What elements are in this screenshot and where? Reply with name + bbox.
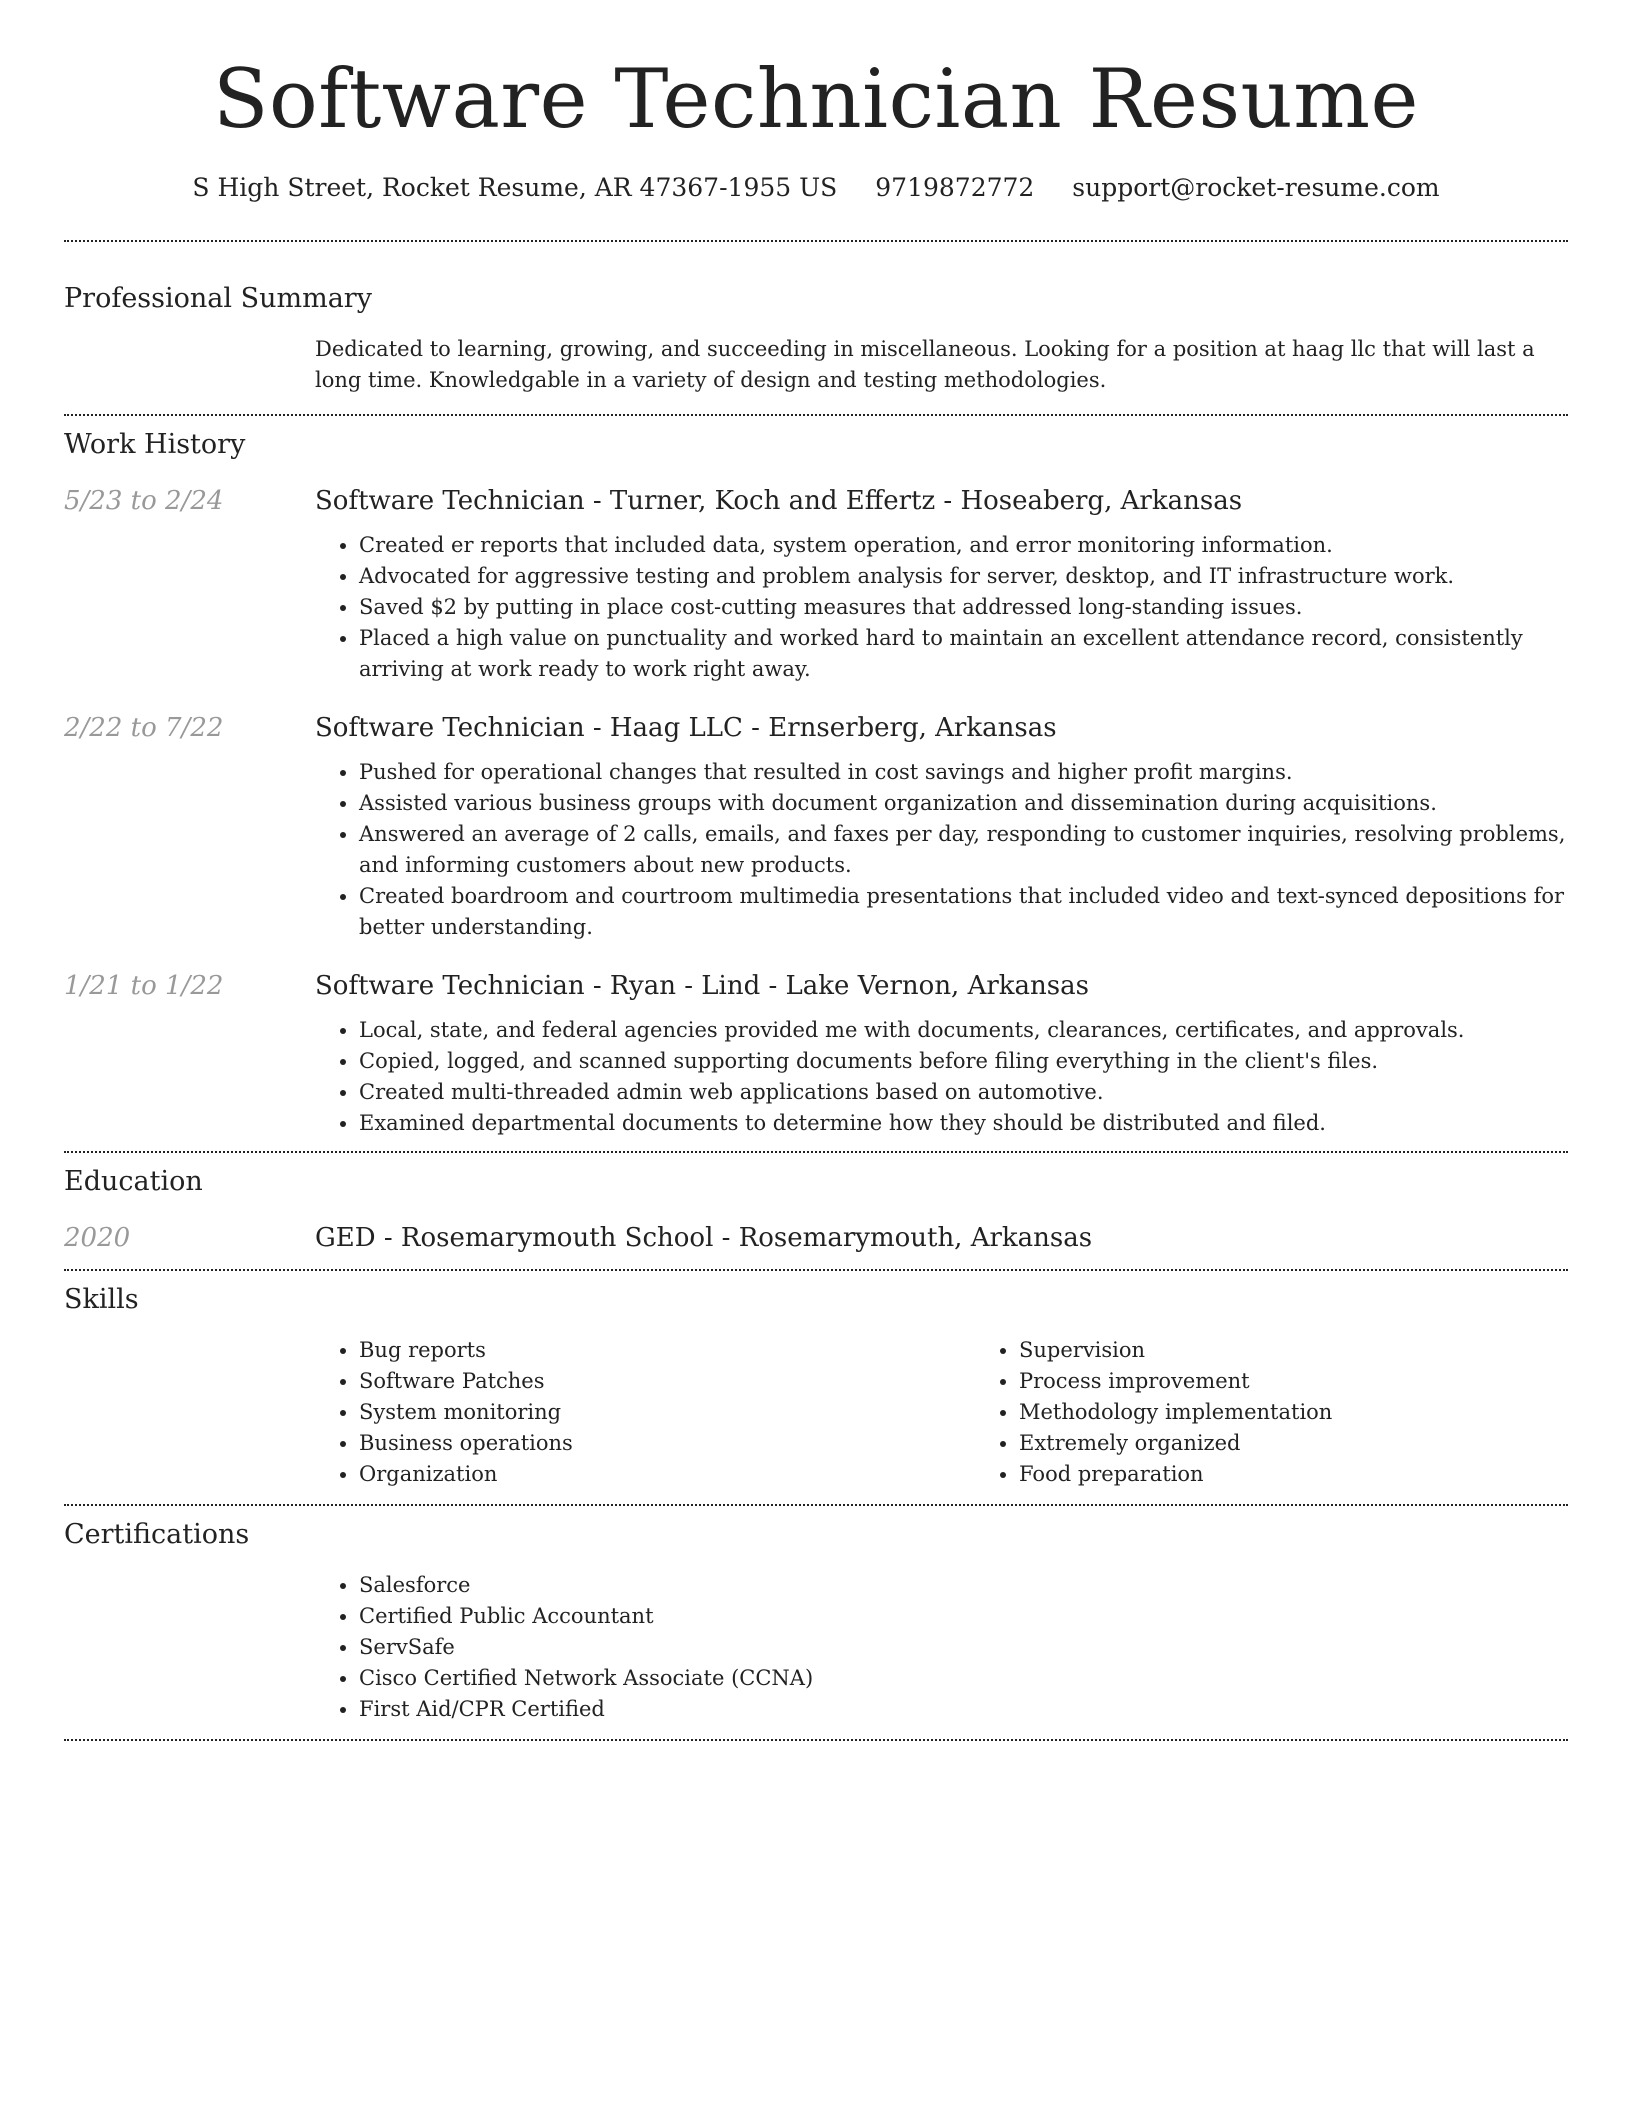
section-divider	[64, 1739, 1568, 1741]
section-divider	[64, 240, 1568, 242]
section-divider	[64, 414, 1568, 416]
list-item: • Cisco Certified Network Associate (CCNA)	[359, 1663, 1568, 1694]
job-entry	[64, 969, 1568, 1139]
skills-list-left	[315, 1335, 975, 1490]
list-item: • Software Patches	[359, 1366, 975, 1397]
list-item: • Food preparation	[1019, 1459, 1632, 1490]
list-item: • Certified Public Accountant	[359, 1601, 1568, 1632]
list-item: • Extremely organized	[1019, 1428, 1632, 1459]
work-history-heading: Work History	[64, 429, 246, 460]
contact-address: S High Street, Rocket Resume, AR 47367-1955 US	[192, 173, 838, 202]
list-item: • Local, state, and federal agencies provided me with documents, clearances, certificates, and approvals.	[359, 1015, 1568, 1046]
contact-phone: 9719872772	[875, 173, 1035, 202]
summary-heading: Professional Summary	[64, 283, 372, 314]
list-item: • Answered an average of 2 calls, emails, and faxes per day, responding to customer inquiries, resolving problems, and informing customers about new products.	[359, 819, 1568, 881]
list-item: • Business operations	[359, 1428, 975, 1459]
list-item: • System monitoring	[359, 1397, 975, 1428]
list-item: • ServSafe	[359, 1632, 1568, 1663]
list-item: • First Aid/CPR Certified	[359, 1694, 1568, 1725]
summary-text: Dedicated to learning, growing, and succeeding in miscellaneous. Looking for a position at haag llc that will last a long time. Knowledgable in a variety of design and testing methodologies.	[315, 337, 1535, 392]
education-entry	[64, 1221, 1568, 1255]
list-item: • Created er reports that included data, system operation, and error monitoring information.	[359, 530, 1568, 561]
list-item: • Supervision	[1019, 1335, 1632, 1366]
job-dates: 2/22 to 7/22	[64, 713, 224, 743]
certifications-row	[64, 1570, 1568, 1725]
section-divider	[64, 1151, 1568, 1153]
section-divider	[64, 1269, 1568, 1271]
skills-row	[64, 1335, 1568, 1490]
job-bullets	[315, 530, 1568, 685]
list-item: • Placed a high value on punctuality and worked hard to maintain an excellent attendance record, consistently arriving at work ready to work right away.	[359, 623, 1568, 685]
list-item: • Saved $2 by putting in place cost-cutting measures that addressed long-standing issues.	[359, 592, 1568, 623]
list-item: • Examined departmental documents to determine how they should be distributed and filed.	[359, 1108, 1568, 1139]
job-bullets	[315, 1015, 1568, 1139]
job-title: Software Technician - Ryan - Lind - Lake Vernon, Arkansas	[315, 971, 1089, 1001]
certifications-list	[315, 1570, 1568, 1725]
contact-line	[64, 172, 1568, 204]
certifications-heading: Certifications	[64, 1519, 250, 1550]
job-dates: 1/21 to 1/22	[64, 971, 224, 1001]
skills-heading: Skills	[64, 1284, 139, 1315]
job-dates: 5/23 to 2/24	[64, 486, 224, 516]
list-item: • Assisted various business groups with document organization and dissemination during acquisitions.	[359, 788, 1568, 819]
contact-email: support@rocket-resume.com	[1072, 173, 1440, 202]
list-item: • Created boardroom and courtroom multimedia presentations that included video and text-synced depositions for better understanding.	[359, 881, 1568, 943]
list-item: • Organization	[359, 1459, 975, 1490]
education-date: 2020	[64, 1223, 131, 1253]
section-divider	[64, 1504, 1568, 1506]
list-item: • Process improvement	[1019, 1366, 1632, 1397]
list-item: • Advocated for aggressive testing and problem analysis for server, desktop, and IT infrastructure work.	[359, 561, 1568, 592]
education-heading: Education	[64, 1166, 203, 1197]
list-item: • Bug reports	[359, 1335, 975, 1366]
list-item: • Created multi-threaded admin web applications based on automotive.	[359, 1077, 1568, 1108]
list-item: • Copied, logged, and scanned supporting documents before filing everything in the client's files.	[359, 1046, 1568, 1077]
job-bullets	[315, 757, 1568, 943]
resume-title: Software Technician Resume	[213, 53, 1419, 147]
education-degree: GED - Rosemarymouth School - Rosemarymouth, Arkansas	[315, 1223, 1093, 1253]
list-item: • Methodology implementation	[1019, 1397, 1632, 1428]
skills-list-right	[975, 1335, 1632, 1490]
list-item: • Pushed for operational changes that resulted in cost savings and higher profit margins.	[359, 757, 1568, 788]
job-title: Software Technician - Turner, Koch and Effertz - Hoseaberg, Arkansas	[315, 486, 1243, 516]
summary-row	[64, 334, 1568, 396]
job-title: Software Technician - Haag LLC - Ernserberg, Arkansas	[315, 713, 1057, 743]
list-item: • Salesforce	[359, 1570, 1568, 1601]
job-entry	[64, 484, 1568, 685]
job-entry	[64, 711, 1568, 943]
